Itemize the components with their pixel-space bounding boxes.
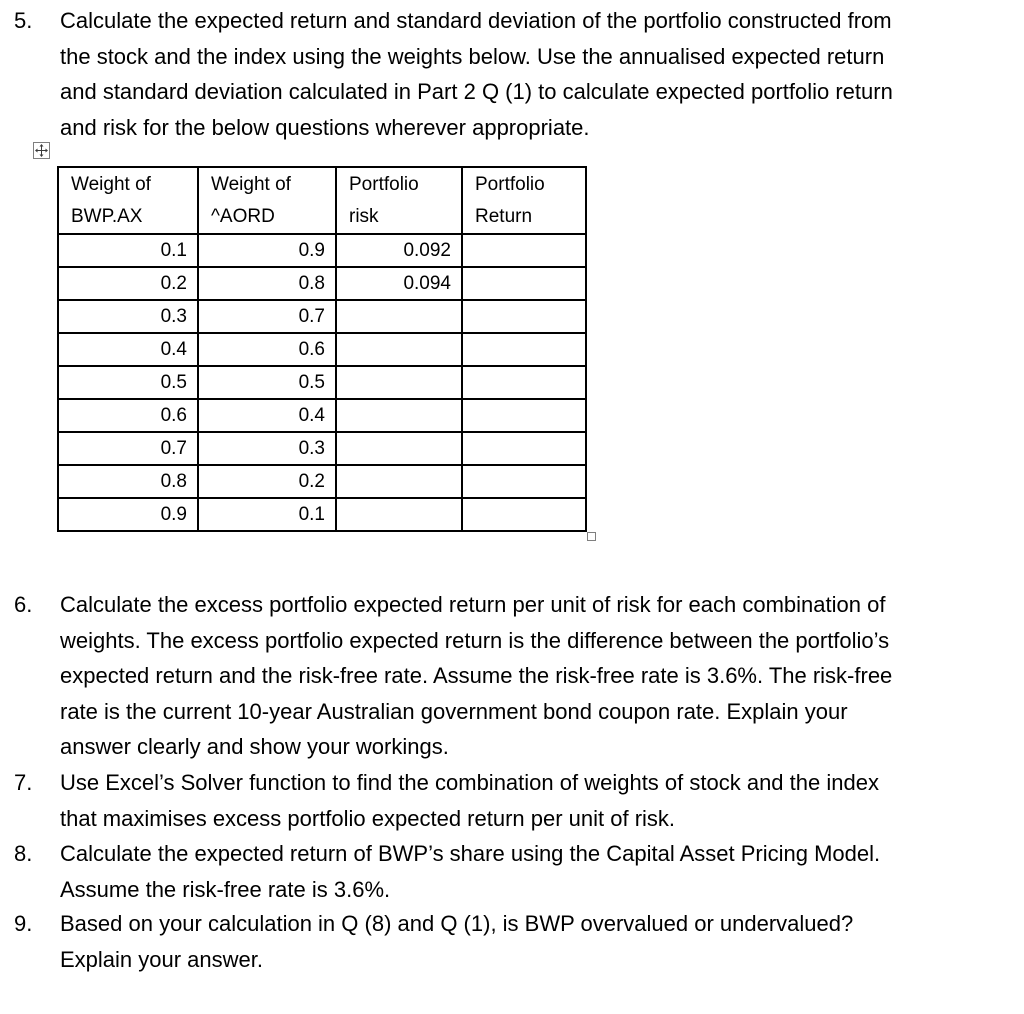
header-portfolio-return[interactable]: Portfolio Return (462, 167, 586, 234)
question-line: rate is the current 10-year Australian government bond coupon rate. Explain your (60, 698, 848, 724)
cell-weight-aord[interactable]: 0.1 (198, 498, 336, 531)
cell-portfolio-risk[interactable] (336, 432, 462, 465)
table-row (58, 399, 586, 432)
cell-portfolio-risk[interactable] (336, 465, 462, 498)
question-line: answer clearly and show your workings. (60, 734, 449, 759)
cell-portfolio-return[interactable] (462, 366, 586, 399)
question-line: Calculate the expected return and standard deviation of the portfolio constructed from (60, 8, 892, 33)
cell-portfolio-risk[interactable] (336, 498, 462, 531)
table-row (58, 432, 586, 465)
table-row (58, 366, 586, 399)
cell-portfolio-return[interactable] (462, 498, 586, 531)
cell-portfolio-return[interactable] (462, 399, 586, 432)
cell-portfolio-return[interactable] (462, 432, 586, 465)
table-row (58, 333, 586, 366)
header-weight-bwp[interactable]: Weight of BWP.AX (58, 167, 198, 234)
question-line: Use Excel’s Solver function to find the combination of weights of stock and the index (60, 770, 879, 795)
cell-portfolio-risk[interactable]: 0.094 (336, 267, 462, 300)
question-number: 5. (14, 8, 33, 33)
cell-portfolio-risk[interactable] (336, 333, 462, 366)
question-line: weights. The excess portfolio expected return is the difference between the portfolio’s (60, 627, 890, 653)
cell-weight-aord[interactable]: 0.4 (198, 399, 336, 432)
question-number: 9. (14, 911, 33, 936)
cell-weight-aord[interactable]: 0.3 (198, 432, 336, 465)
cell-portfolio-risk[interactable] (336, 366, 462, 399)
cell-weight-bwp[interactable]: 0.2 (58, 267, 198, 300)
table-row (58, 465, 586, 498)
cell-portfolio-risk[interactable] (336, 399, 462, 432)
question-line: Calculate the excess portfolio expected return per unit of risk for each combination of (60, 592, 886, 617)
table-header-row (58, 167, 586, 234)
cell-weight-aord[interactable]: 0.8 (198, 267, 336, 300)
question-number: 7. (14, 770, 33, 795)
cell-portfolio-return[interactable] (462, 234, 586, 267)
portfolio-weights-table (57, 166, 587, 532)
question-line: Calculate the expected return of BWP’s share using the Capital Asset Pricing Model. (60, 841, 881, 866)
cell-weight-bwp[interactable]: 0.4 (58, 333, 198, 366)
table-row (58, 234, 586, 267)
cell-weight-bwp[interactable]: 0.8 (58, 465, 198, 498)
cell-weight-aord[interactable]: 0.2 (198, 465, 336, 498)
cell-portfolio-return[interactable] (462, 333, 586, 366)
header-weight-aord[interactable]: Weight of ^AORD (198, 167, 336, 234)
move-arrows-icon (34, 143, 49, 158)
cell-portfolio-return[interactable] (462, 300, 586, 333)
question-line: Explain your answer. (60, 946, 263, 972)
question-line: expected return and the risk-free rate. Assume the risk-free rate is 3.6%. The risk-free (60, 663, 893, 688)
cell-weight-bwp[interactable]: 0.6 (58, 399, 198, 432)
cell-weight-bwp[interactable]: 0.3 (58, 300, 198, 333)
question-text (60, 587, 1012, 765)
question-text (60, 765, 1012, 836)
cell-weight-bwp[interactable]: 0.1 (58, 234, 198, 267)
cell-weight-bwp[interactable]: 0.9 (58, 498, 198, 531)
cell-portfolio-return[interactable] (462, 465, 586, 498)
cell-weight-aord[interactable]: 0.9 (198, 234, 336, 267)
cell-weight-aord[interactable]: 0.5 (198, 366, 336, 399)
table-move-handle[interactable] (33, 142, 50, 159)
question-line: and standard deviation calculated in Part 2 Q (1) to calculate expected portfolio return (60, 79, 893, 104)
question-line: that maximises excess portfolio expected return per unit of risk. (60, 805, 676, 831)
table-row (58, 498, 586, 531)
question-text (60, 3, 1012, 145)
cell-weight-bwp[interactable]: 0.5 (58, 366, 198, 399)
question-line: the stock and the index using the weights below. Use the annualised expected return (60, 43, 885, 69)
question-line: Based on your calculation in Q (8) and Q (1), is BWP overvalued or undervalued? (60, 911, 854, 936)
question-number: 6. (14, 592, 33, 617)
question-line: Assume the risk-free rate is 3.6%. (60, 876, 391, 902)
table-row (58, 300, 586, 333)
table-row (58, 267, 586, 300)
cell-weight-aord[interactable]: 0.7 (198, 300, 336, 333)
cell-portfolio-risk[interactable]: 0.092 (336, 234, 462, 267)
resize-handle-icon[interactable] (587, 532, 596, 541)
cell-portfolio-return[interactable] (462, 267, 586, 300)
question-line: and risk for the below questions wherever appropriate. (60, 114, 590, 140)
cell-weight-aord[interactable]: 0.6 (198, 333, 336, 366)
cell-portfolio-risk[interactable] (336, 300, 462, 333)
question-text (60, 906, 1012, 977)
question-number: 8. (14, 841, 33, 866)
question-text (60, 836, 1012, 907)
header-portfolio-risk[interactable]: Portfolio risk (336, 167, 462, 234)
cell-weight-bwp[interactable]: 0.7 (58, 432, 198, 465)
